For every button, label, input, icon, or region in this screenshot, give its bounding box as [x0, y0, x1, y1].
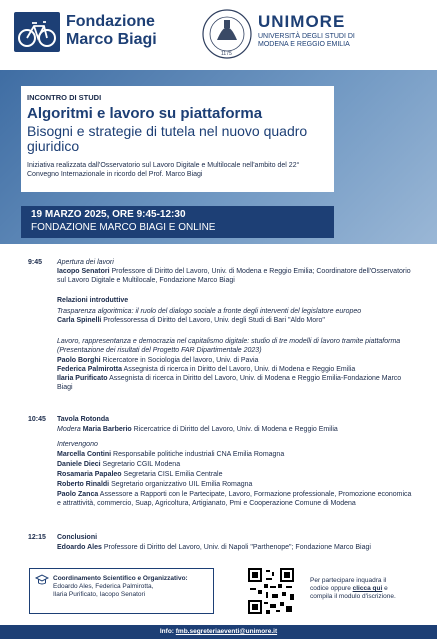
session-title: Apertura dei lavori: [57, 259, 114, 266]
session-title: Conclusioni: [57, 534, 98, 541]
speaker-entry: Roberto Rinaldi Segretario organizzativo UIL Emilia Romagna: [57, 481, 253, 488]
speaker-entry: Ilaria Purificato Assegnista di ricerca in Diritto del Lavoro, Univ. di Modena e Reggio Emilia-Fondazione Marco Biagi: [57, 375, 402, 391]
event-subtitle: Bisogni e strategie di tutela nel nuovo quadro giuridico: [27, 123, 308, 154]
speaker-entry: Federica Palmirotta Assegnista di ricerca in Diritto del Lavoro, Univ. di Modena e Reggio Emilia: [57, 366, 356, 373]
bicycle-logo-icon: [14, 12, 60, 52]
event-date: 19 MARZO 2025, ORE 9:45-12:30: [31, 209, 186, 220]
unimore-name: UNIMORE: [258, 12, 346, 31]
title-banner: [0, 70, 437, 244]
session-title: Relazioni introduttive: [57, 297, 129, 304]
header: [0, 0, 437, 70]
event-venue: FONDAZIONE MARCO BIAGI E ONLINE: [31, 222, 216, 233]
speaker-entry: Paolo Borghi Ricercatore in Sociologia del lavoro, Univ. di Pavia: [57, 357, 259, 364]
qr-instructions: Per partecipare inquadra il codice oppure clicca qui e compila il modulo d'iscrizione.: [310, 577, 396, 600]
graduation-cap-icon: [35, 573, 49, 585]
speaker-entry: Daniele Dieci Segretario CGIL Modena: [57, 461, 181, 468]
speaker-entry: Edoardo Ales Professore di Diritto del Lavoro, Univ. di Napoli "Parthenope"; Fondazione Marco Biagi: [57, 544, 371, 551]
session-time: 10:45: [28, 416, 46, 423]
speaker-entry: Rosamaria Papaleo Segretaria CISL Emilia Centrale: [57, 471, 223, 478]
info-bar: Info: fmb.segreteriaeventi@unimore.it: [0, 625, 437, 639]
speaker-entry: Marcella Contini Responsabile politiche industriali CNA Emilia Romagna: [57, 451, 285, 458]
info-email-link[interactable]: fmb.segreteriaeventi@unimore.it: [175, 628, 278, 635]
speaker-entry: Paolo Zanca Assessore a Rapporti con le Partecipate, Lavoro, Formazione professionale, Promozione economica e attrattività, commercio, Suap, Agricoltura, Artigianato, Pmi e Cooperazione Comune di Modena: [57, 491, 412, 507]
event-kicker: INCONTRO DI STUDI: [27, 93, 102, 102]
unimore-subtitle: UNIVERSITÀ DEGLI STUDI DI MODENA E REGGIO EMILIA: [258, 33, 355, 48]
coordination-text: Coordinamento Scientifico e Organizzativo: Edoardo Ales, Federica Palmirotta, Ilaria Purificato, Iacopo Senatori: [53, 575, 188, 598]
session-subtitle: Intervengono: [57, 441, 98, 448]
session-time: 9:45: [28, 259, 43, 266]
speaker-entry: Modera Maria Barberio Ricercatrice di Diritto del Lavoro, Univ. di Modena e Reggio Emilia: [57, 426, 338, 433]
speaker-entry: Iacopo Senatori Professore di Diritto del Lavoro, Univ. di Modena e Reggio Emilia; Coordinatore dell'Osservatorio sul Lavoro Digitale e Multilocale, Fondazione Marco Biagi: [57, 268, 411, 284]
title-card: [21, 86, 334, 192]
seal-year: 1175: [221, 51, 232, 57]
register-link[interactable]: clicca qui: [352, 585, 383, 592]
session-time: 12:15: [28, 534, 46, 541]
qr-code-icon[interactable]: [246, 566, 296, 616]
event-title: Algoritmi e lavoro su piattaforma: [27, 105, 263, 122]
date-band: [21, 206, 334, 238]
university-seal-icon: [201, 8, 253, 60]
coordination-box: [29, 568, 214, 614]
session-title: Tavola Rotonda: [57, 416, 109, 423]
fondazione-name: Fondazione Marco Biagi: [66, 13, 157, 48]
talk-topic: Lavoro, rappresentanza e democrazia nel capitalismo digitale: studio di tre modelli di lavoro tramite piattaforma (Presentazione dei risultati del Progetto FAR Dipartimentale 2023): [57, 338, 401, 354]
event-intro: Iniziativa realizzata dall'Osservatorio sul Lavoro Digitale e Multilocale nell'ambito del 22° Convegno Internazionale in ricordo del Prof. Marco Biagi: [27, 162, 300, 178]
talk-topic: Trasparenza algoritmica: il ruolo del dialogo sociale a fronte degli interventi del legislatore europeo: [57, 308, 362, 315]
speaker-entry: Carla Spinelli Professoressa di Diritto del Lavoro, Univ. degli Studi di Bari "Aldo Moro": [57, 317, 325, 324]
